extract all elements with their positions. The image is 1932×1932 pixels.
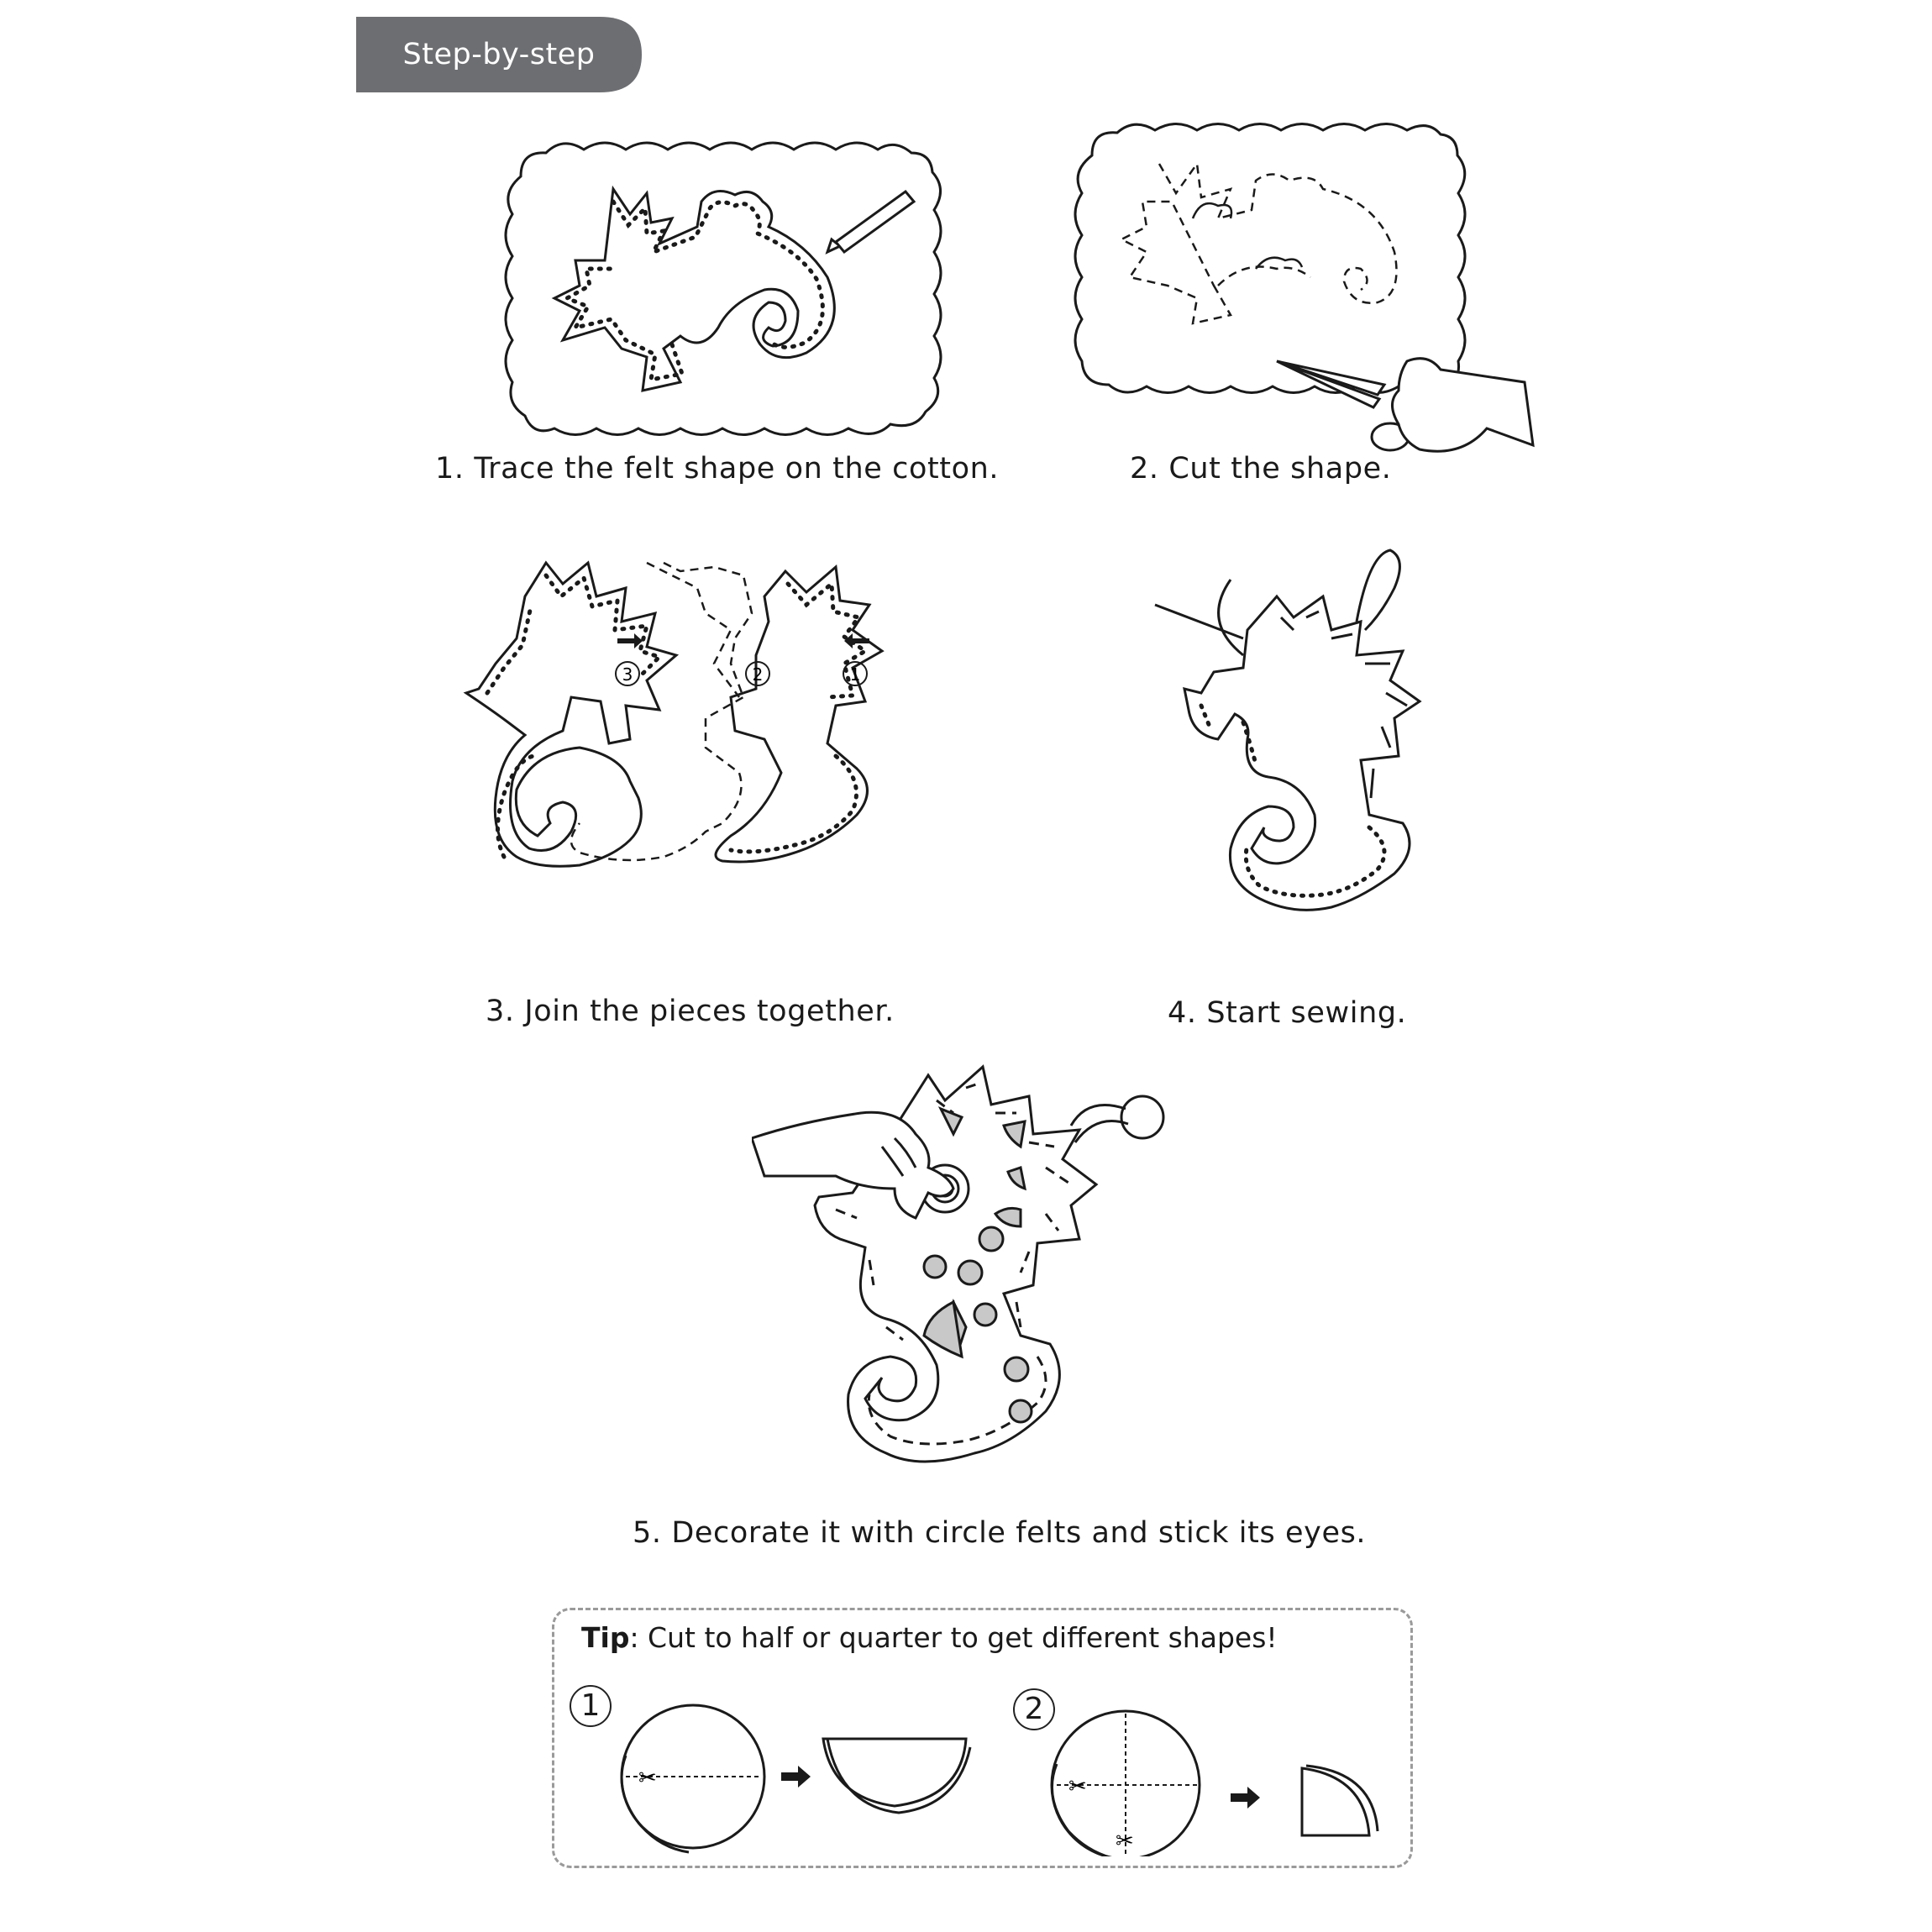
tip-example-1-number: 1 (570, 1685, 612, 1727)
piece-1-outline (716, 567, 882, 862)
sewn-lizard (1184, 596, 1420, 910)
step-2-illustration (1067, 118, 1537, 470)
piece-number-1 (843, 662, 867, 685)
step-by-step-tab (356, 17, 640, 92)
step-2-caption: 2. Cut the shape. (1130, 452, 1392, 486)
arrow-left-icon (844, 633, 869, 648)
svg-text:2: 2 (752, 664, 764, 685)
needle-icon (1155, 580, 1243, 655)
half-circle-result (823, 1739, 970, 1813)
arrow-right-icon (617, 633, 643, 648)
pencil-icon (827, 192, 914, 252)
svg-text:1: 1 (849, 664, 861, 685)
step-5-illustration (752, 1050, 1189, 1504)
tab-label: Step-by-step (402, 38, 596, 71)
hanging-loop (1357, 550, 1399, 630)
step-5-caption: 5. Decorate it with circle felts and stick its eyes. (633, 1516, 1367, 1550)
scissors-icon: ✂ (1068, 1774, 1087, 1799)
step-1-caption: 1. Trace the felt shape on the cotton. (435, 452, 1000, 486)
traced-lizard-shape (554, 189, 834, 391)
step-1-illustration (496, 134, 949, 445)
step-4-illustration (1151, 538, 1445, 974)
piece-2-outline (571, 563, 752, 860)
step-4-caption: 4. Start sewing. (1168, 996, 1407, 1030)
piece-number-2 (746, 662, 769, 685)
tip-body: : Cut to half or quarter to get different shapes! (629, 1621, 1278, 1654)
quarter-circle-result (1302, 1766, 1378, 1835)
piece-number-3 (616, 662, 639, 685)
step-3-caption: 3. Join the pieces together. (486, 995, 895, 1028)
tip-label: Tip (581, 1621, 630, 1654)
hand-icon (1393, 359, 1534, 452)
arrow-right-icon (781, 1766, 811, 1788)
piece-3-outline (466, 563, 676, 866)
scissors-icon: ✂ (1116, 1829, 1134, 1854)
cut-out-dashed-shape (1121, 164, 1397, 323)
tip-example-2-number: 2 (1013, 1688, 1055, 1730)
scissors-icon: ✂ (638, 1766, 657, 1791)
tip-examples-illustration (588, 1688, 1394, 1856)
arrow-right-icon (1231, 1787, 1260, 1809)
svg-text:3: 3 (622, 664, 633, 685)
key-ring-icon (1071, 1096, 1163, 1142)
tip-text (581, 1621, 1278, 1654)
cut-curve (1193, 203, 1302, 269)
step-3-illustration (454, 546, 941, 966)
